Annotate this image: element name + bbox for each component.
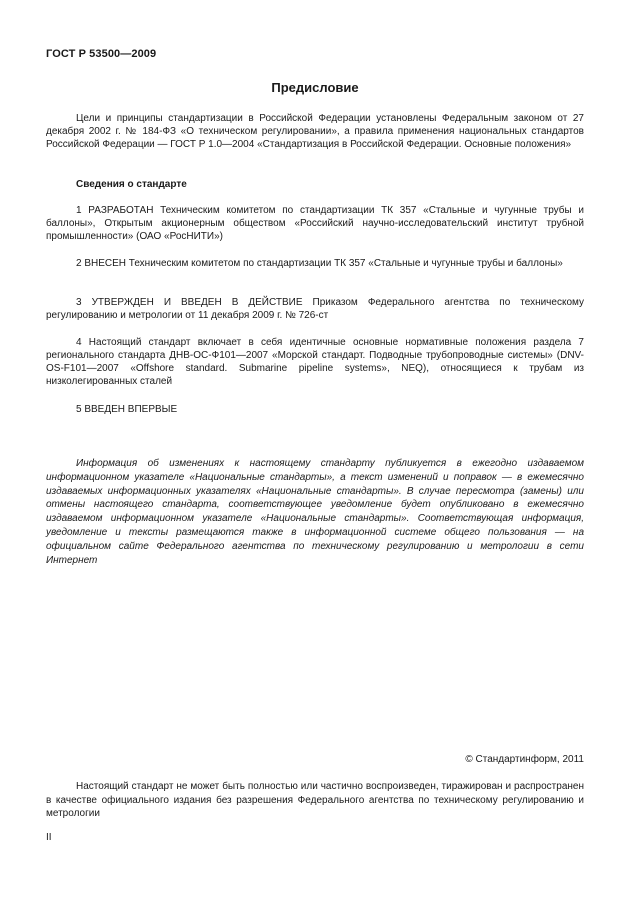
info-item-5: 5 ВВЕДЕН ВПЕРВЫЕ — [76, 404, 178, 415]
reproduction-notice: Настоящий стандарт не может быть полностью или частично воспроизведен, тиражирован и распространен в качестве официального издания без разрешения Федерального агентства по техническому регулированию и метрологии — [46, 781, 584, 819]
copyright-line: © Стандартинформ, 2011 — [465, 754, 584, 765]
changes-notice: Информация об изменениях к настоящему стандарту публикуется в ежегодно издаваемом информационном указателе «Национальные стандарты», а текст изменений и поправок — в ежемесячно издаваемых информационных указателях «Национальные стандарты». В случае пересмотра (замены) или отмены настоящего стандарта, соответствующее уведомление будет опубликовано в ежемесячно издаваемом информационном указателе «Национальные стандарты». Соответствующая информация, уведомление и тексты размещаются также в информационной системе общего пользования — на официальном сайте Федерального агентства по техническому регулированию и метрологии в сети Интернет — [46, 458, 584, 566]
info-item-3: 3 УТВЕРЖДЕН И ВВЕДЕН В ДЕЙСТВИЕ Приказом Федерального агентства по техническому регулированию и метрологии от 11 декабря 2009 г. № 726-ст — [46, 297, 584, 321]
info-item-4: 4 Настоящий стандарт включает в себя идентичные основные нормативные положения раздела 7 регионального стандарта ДНВ-ОС-Ф101—2007 «Морской стандарт. Подводные трубопроводные системы» (DNV-OS-F101—2007 «Offshore standard. Submarine pipeline systems», NEQ), относящиеся к трубам из низколегированных сталей — [46, 337, 584, 387]
section-title: Предисловие — [271, 80, 359, 95]
info-heading: Сведения о стандарте — [76, 179, 187, 190]
document-code-header: ГОСТ Р 53500—2009 — [46, 48, 157, 60]
page-number: II — [46, 832, 52, 843]
intro-paragraph: Цели и принципы стандартизации в Российской Федерации установлены Федеральным законом от 27 декабря 2002 г. № 184-ФЗ «О техническом регулировании», а правила применения национальных стандартов Российской Федерации — ГОСТ Р 1.0—2004 «Стандартизация в Российской Федерации. Основные положения» — [46, 113, 584, 150]
info-item-1: 1 РАЗРАБОТАН Техническим комитетом по стандартизации ТК 357 «Стальные и чугунные трубы и баллоны», Открытым акционерным обществом «Российский научно-исследовательский институт трубной промышленности» (ОАО «РосНИТИ») — [46, 205, 584, 242]
info-item-2: 2 ВНЕСЕН Техническим комитетом по стандартизации ТК 357 «Стальные и чугунные трубы и баллоны» — [76, 258, 563, 269]
